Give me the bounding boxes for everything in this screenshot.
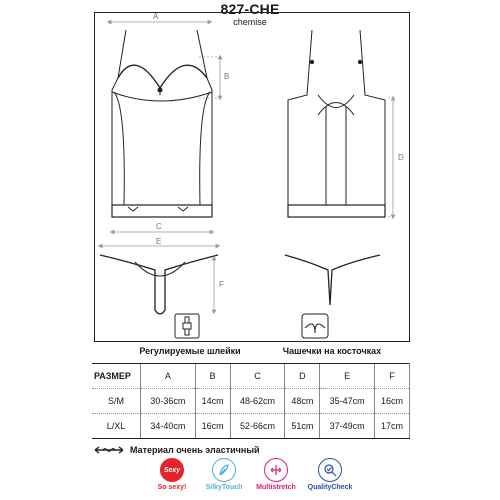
back-thong [285,255,380,305]
badge-label: QualityCheck [307,484,353,491]
table-cell: 30-36cm [141,389,196,414]
badge-silky-touch [194,458,254,491]
column-header-e: E [320,364,375,389]
table-cell: 16cm [195,414,230,439]
dim-label-d: D [398,153,404,162]
sexy-badge-icon: Sexy [160,458,184,482]
table-cell: 48-62cm [230,389,285,414]
dim-label-a: A [153,12,159,21]
badge-multistretch [246,458,306,491]
stretch-arrows-icon [264,458,288,482]
dim-label-f: F [219,280,224,289]
feather-icon [212,458,236,482]
table-cell: 48cm [285,389,320,414]
table-cell: 35-47cm [320,389,375,414]
size-table-header [92,364,410,389]
front-chemise [112,30,212,217]
badge-label: SilkyTouch [205,484,243,491]
magnifier-check-icon [318,458,342,482]
product-type: chemise [233,17,267,27]
column-header-b: B [195,364,230,389]
badge-label: Multistretch [256,484,296,491]
strap-adjuster-icon [175,314,199,338]
underwire-cups-icon [302,314,328,338]
stretch-material-label: Материал очень эластичный [130,445,260,455]
back-chemise [288,30,385,217]
dim-label-e: E [156,237,162,246]
front-thong [100,255,218,314]
dim-label-c: C [156,222,162,231]
stretch-material-note [94,443,260,457]
badge-quality-check [300,458,360,491]
table-cell: 51cm [285,414,320,439]
stretch-arrows-icon [94,445,124,455]
table-row [92,389,410,414]
table-row [92,414,410,439]
dimension-lines [100,22,396,312]
column-header-a: A [141,364,196,389]
table-cell: 16cm [375,389,410,414]
adjustable-straps-caption: Регулируемые шлейки [139,346,241,356]
badge-so-sexy [142,458,202,491]
column-header-c: C [230,364,285,389]
table-cell: 17cm [375,414,410,439]
size-cell: S/M [92,389,141,414]
size-header: РАЗМЕР [92,364,141,389]
size-cell: L/XL [92,414,141,439]
table-cell: 34-40cm [141,414,196,439]
column-header-d: D [285,364,320,389]
table-cell: 37-49cm [320,414,375,439]
table-cell: 14cm [195,389,230,414]
table-cell: 52-66cm [230,414,285,439]
product-code: 827-CHE [220,1,280,17]
dim-label-b: B [224,72,230,81]
badge-label: So sexy! [157,484,187,491]
underwire-cups-caption: Чашечки на косточках [282,346,382,356]
size-table [92,363,410,439]
column-header-f: F [375,364,410,389]
